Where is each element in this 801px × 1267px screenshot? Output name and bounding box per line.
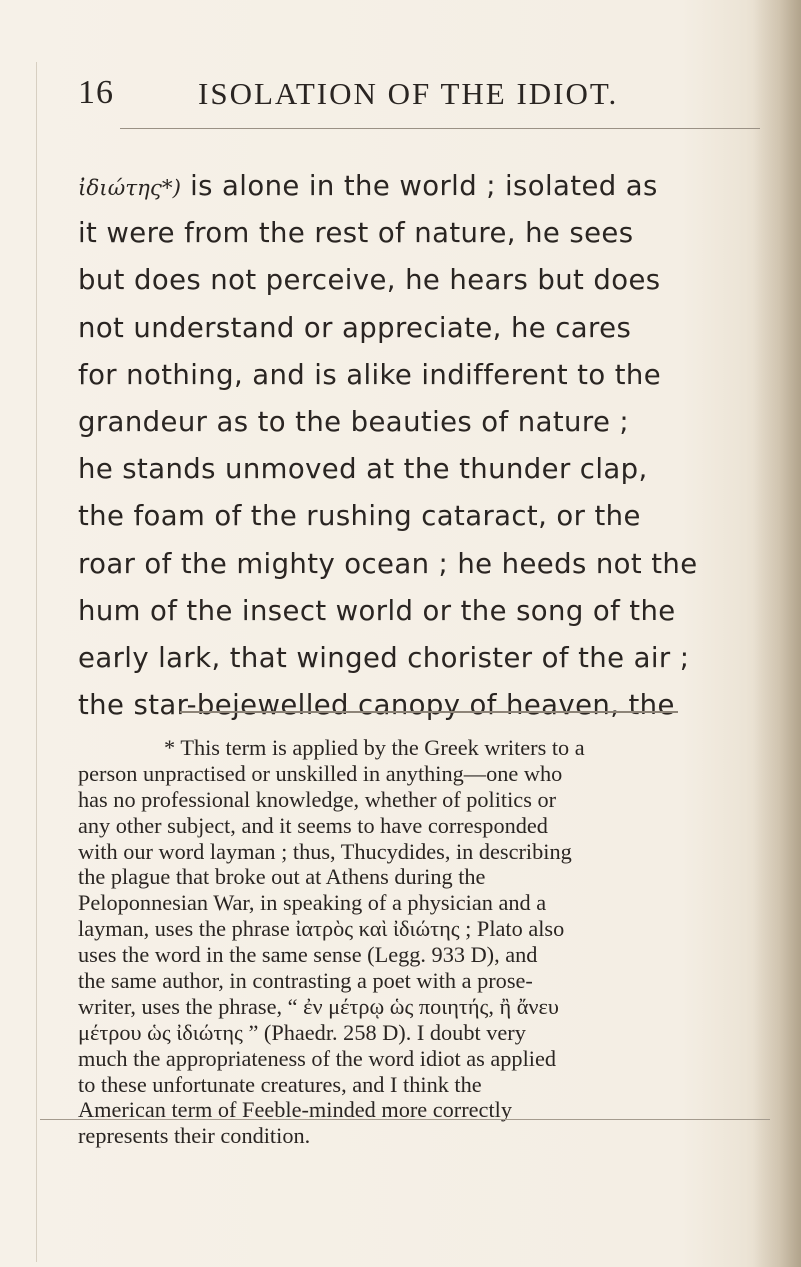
footnote-line: represents their condition.	[78, 1123, 311, 1149]
footnote-line: American term of Feeble-minded more correctly	[78, 1097, 512, 1123]
header-rule	[120, 128, 760, 129]
body-line: it were from the rest of nature, he sees	[78, 217, 634, 250]
body-line: the foam of the rushing cataract, or the	[78, 500, 641, 533]
body-line: but does not perceive, he hears but does	[78, 264, 661, 297]
body-line: he stands unmoved at the thunder clap,	[78, 453, 648, 486]
running-head: ISOLATION OF THE IDIOT.	[198, 76, 619, 111]
greek-word: ἰδιώτης*)	[78, 176, 181, 201]
footnote-line: person unpractised or unskilled in anything—one who	[78, 760, 563, 786]
footnote-separator	[180, 711, 678, 713]
footnote-line: any other subject, and it seems to have corresponded	[78, 812, 548, 838]
body-line-text: is alone in the world ; isolated as	[181, 170, 658, 202]
body-line: grandeur as to the beauties of nature ;	[78, 405, 630, 438]
footnote-line: the plague that broke out at Athens during the	[78, 864, 486, 890]
footnote-line: * This term is applied by the Greek writers to a	[164, 735, 585, 760]
body-line: the star-bejewelled canopy of heaven, the	[78, 689, 675, 722]
footnote-line: the same author, in contrasting a poet with a prose-	[78, 968, 533, 994]
footnote-line: has no professional knowledge, whether of politics or	[78, 786, 557, 812]
footnote-line: Peloponnesian War, in speaking of a physician and a	[78, 890, 547, 916]
body-line: hum of the insect world or the song of the	[78, 594, 676, 627]
body-line: early lark, that winged chorister of the air ;	[78, 641, 690, 674]
footnote-line: layman, uses the phrase ἰατρὸς καὶ ἰδιώτης ; Plato also	[78, 916, 565, 942]
footnote-line: μέτρου ὡς ἰδιώτης ” (Phaedr. 258 D). I doubt very	[78, 1019, 526, 1045]
body-line: roar of the mighty ocean ; he heeds not the	[78, 547, 698, 580]
body-text	[78, 163, 778, 729]
body-line: not understand or appreciate, he cares	[78, 311, 632, 344]
footnote	[78, 735, 766, 1149]
page-header	[78, 74, 768, 120]
footnote-line: uses the word in the same sense (Legg. 933 D), and	[78, 942, 538, 968]
page-number: 16	[78, 74, 114, 111]
footnote-line: to these unfortunate creatures, and I think the	[78, 1071, 482, 1097]
footnote-line: with our word layman ; thus, Thucydides, in describing	[78, 838, 572, 864]
bottom-rule	[40, 1119, 770, 1120]
page-gutter-line	[36, 62, 37, 1262]
footnote-line: writer, uses the phrase, “ ἐν μέτρῳ ὡς ποιητής, ἢ ἄνευ	[78, 993, 559, 1019]
body-line	[78, 163, 778, 210]
footnote-line: much the appropriateness of the word idiot as applied	[78, 1045, 557, 1071]
body-line: for nothing, and is alike indifferent to the	[78, 358, 662, 391]
